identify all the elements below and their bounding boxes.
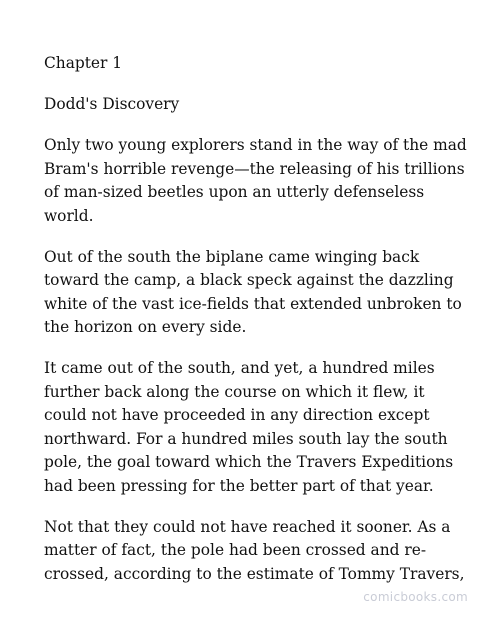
watermark-text: comicbooks.com [363, 589, 468, 604]
text-line: northward. For a hundred miles south lay the south [44, 429, 448, 448]
text-line: the horizon on every side. [44, 318, 247, 336]
text-line: Not that they could not have reached it sooner. As a [44, 517, 451, 536]
chapter-number: Chapter 1 [44, 54, 123, 72]
paragraph-3 [44, 357, 454, 498]
paragraph-1 [44, 134, 467, 228]
text-line: toward the camp, a black speck against the dazzling [44, 271, 454, 289]
paragraph-2 [44, 246, 462, 340]
text-line: pole, the goal toward which the Travers Expeditions [44, 453, 454, 471]
text-line: It came out of the south, and yet, a hundred miles [44, 359, 435, 377]
text-line: had been pressing for the better part of that year. [44, 476, 434, 495]
chapter-title-block [44, 93, 450, 117]
text-line: could not have proceeded in any direction except [44, 406, 430, 424]
text-line: crossed, according to the estimate of Tommy Travers, [44, 564, 465, 583]
text-line: world. [44, 206, 94, 225]
text-line: of man-sized beetles upon an utterly defenseless [44, 183, 425, 201]
text-line: matter of fact, the pole had been crossed and re- [44, 541, 427, 559]
chapter-heading [44, 52, 450, 76]
text-line: Bram's horrible revenge—the releasing of his trillions [44, 159, 465, 178]
chapter-title: Dodd's Discovery [44, 95, 180, 113]
paragraph-4 [44, 516, 465, 587]
text-line: further back along the course on which it flew, it [44, 382, 425, 401]
text-line: Out of the south the biplane came winging back [44, 247, 420, 266]
text-line: Only two young explorers stand in the way of the mad [44, 136, 467, 154]
text-line: white of the vast ice-fields that extended unbroken to [44, 294, 462, 313]
